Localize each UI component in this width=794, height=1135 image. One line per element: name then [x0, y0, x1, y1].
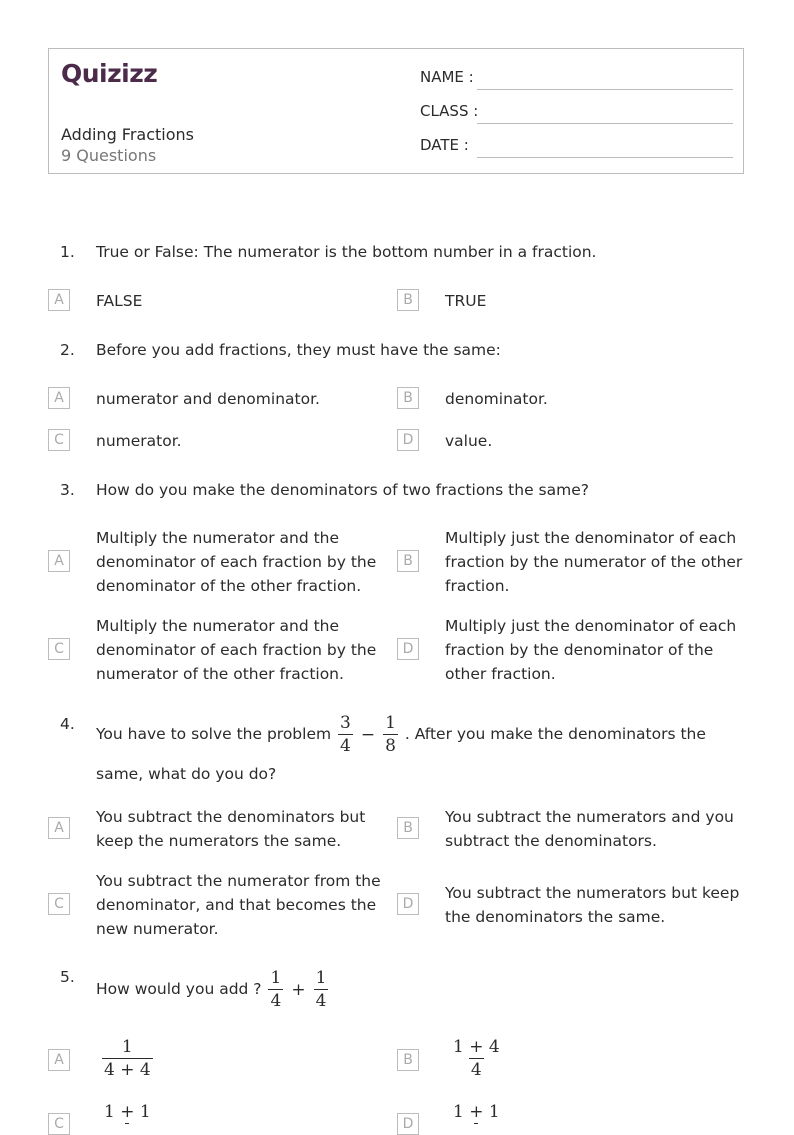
option-text: Multiply the numerator and the denominator of each fraction by the numerator of the other fraction. [96, 617, 377, 683]
date-field[interactable] [477, 157, 733, 158]
option-letter-a[interactable]: A [48, 387, 70, 409]
fraction-denominator: 4 + 4 [104, 1060, 151, 1080]
question-text: Before you add fractions, they must have the same: [96, 341, 501, 359]
option-letter-d[interactable]: D [397, 893, 419, 915]
fraction [314, 967, 329, 1012]
fraction-denominator [125, 1123, 129, 1124]
fraction [268, 967, 283, 1012]
question-text: How do you make the denominators of two fractions the same? [96, 481, 589, 499]
option-letter-b[interactable]: B [397, 1049, 419, 1071]
option-fraction [100, 1036, 155, 1081]
fraction-numerator: 1 [385, 713, 396, 733]
fraction [102, 1036, 153, 1081]
fraction [338, 712, 353, 757]
fraction-numerator: 1 [315, 968, 327, 988]
fraction-numerator: 3 [340, 713, 351, 733]
class-field[interactable] [477, 123, 733, 124]
fraction-denominator: 4 [315, 991, 327, 1011]
option-letter-c[interactable]: C [48, 1113, 70, 1135]
question-text-before: You have to solve the problem [96, 725, 332, 743]
option-text: You subtract the numerators and you subtract the denominators. [445, 808, 734, 850]
fraction-denominator: 8 [385, 736, 396, 756]
option-text: numerator and denominator. [96, 390, 320, 408]
option-letter-a[interactable]: A [48, 289, 70, 311]
fraction [451, 1036, 502, 1081]
option-text: You subtract the denominators but keep the numerators the same. [96, 808, 366, 850]
option-text: FALSE [96, 292, 143, 310]
option-text: numerator. [96, 432, 182, 450]
fraction-numerator: 1 [270, 968, 282, 988]
name-field[interactable] [477, 89, 733, 90]
question-text: True or False: The numerator is the bottom number in a fraction. [96, 243, 597, 261]
option-text: You subtract the numerator from the denominator, and that becomes the new numerator. [96, 872, 381, 938]
option-letter-c[interactable]: C [48, 429, 70, 451]
question-number: 4. [60, 715, 75, 733]
option-letter-c[interactable]: C [48, 638, 70, 660]
fraction-denominator [474, 1123, 478, 1124]
option-letter-d[interactable]: D [397, 429, 419, 451]
plus-operator: + [291, 979, 306, 1000]
fraction-numerator: 1 + 4 [453, 1037, 500, 1057]
option-text: You subtract the numerators but keep the denominators the same. [445, 884, 740, 926]
option-fraction [100, 1100, 155, 1124]
option-letter-d[interactable]: D [397, 1113, 419, 1135]
worksheet-title: Adding Fractions [61, 125, 195, 144]
option-letter-b[interactable]: B [397, 550, 419, 572]
question-number: 1. [60, 243, 75, 261]
option-letter-a[interactable]: A [48, 550, 70, 572]
option-text: Multiply just the denominator of each fraction by the numerator of the other fraction. [445, 529, 743, 595]
option-text: Multiply just the denominator of each fraction by the denominator of the other fraction. [445, 617, 737, 683]
option-fraction [449, 1100, 504, 1124]
name-label: NAME : [420, 68, 474, 86]
option-letter-b[interactable]: B [397, 387, 419, 409]
option-letter-b[interactable]: B [397, 817, 419, 839]
option-letter-d[interactable]: D [397, 638, 419, 660]
question-number: 5. [60, 968, 75, 986]
fraction [102, 1101, 153, 1124]
class-label: CLASS : [420, 102, 479, 120]
fraction [451, 1101, 502, 1124]
option-letter-c[interactable]: C [48, 893, 70, 915]
question-text [96, 965, 746, 1014]
fraction-denominator: 4 [340, 736, 351, 756]
question-number: 3. [60, 481, 75, 499]
fraction-numerator: 1 [121, 1037, 133, 1057]
option-text: TRUE [445, 292, 487, 310]
option-letter-a[interactable]: A [48, 1049, 70, 1071]
question-text [96, 712, 746, 791]
fraction-numerator: 1 + 1 [104, 1102, 151, 1122]
question-text-before: How would you add ? [96, 980, 262, 998]
fraction-numerator: 1 + 1 [453, 1102, 500, 1122]
option-letter-a[interactable]: A [48, 817, 70, 839]
option-fraction [449, 1036, 504, 1081]
question-text-after: . After you make the denominators the same, what do you do? [96, 725, 706, 783]
question-count: 9 Questions [61, 146, 157, 165]
fraction-denominator: 4 [270, 991, 282, 1011]
fraction [383, 712, 398, 757]
date-label: DATE : [420, 136, 469, 154]
question-number: 2. [60, 341, 75, 359]
fraction-denominator: 4 [470, 1060, 482, 1080]
option-text: denominator. [445, 390, 548, 408]
option-letter-b[interactable]: B [397, 289, 419, 311]
option-text: Multiply the numerator and the denominator of each fraction by the denominator of the other fraction. [96, 529, 377, 595]
option-text: value. [445, 432, 493, 450]
minus-operator: − [360, 724, 376, 745]
worksheet-header [48, 48, 744, 174]
quizizz-logo: Quizizz [61, 59, 158, 88]
